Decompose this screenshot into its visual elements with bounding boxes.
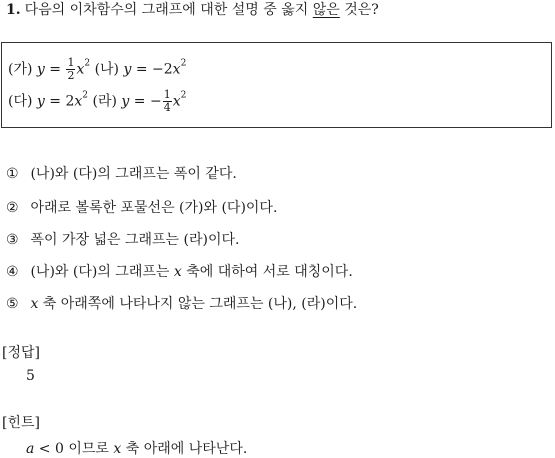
question-text-before: 다음의 이차함수의 그래프에 대한 설명 중 옳지 xyxy=(24,2,313,18)
choice-marker: ⑤ xyxy=(6,296,19,312)
answer-value: 5 xyxy=(26,368,35,384)
question-text-after: 것은? xyxy=(339,2,379,18)
choice-3[interactable] xyxy=(6,230,239,250)
function-line-1: (가) y = $\frac{1}{2}$ $x^2$ (나) $y = -2x^2$ xyxy=(8,56,187,82)
choice-text: (나)와 (다)의 그래프는 폭이 같다. xyxy=(30,166,237,182)
fraction-one-half: $\frac{1}{2}$ xyxy=(67,56,75,82)
question-underlined: 않은 xyxy=(312,2,340,18)
answer-label: [정답] xyxy=(2,345,40,361)
hint-text: a < 0 이므로 x 축 아래에 나타난다. xyxy=(26,441,248,457)
choice-text: 아래로 볼록한 포물선은 (가)와 (다)이다. xyxy=(30,200,278,216)
label-ra: (라) xyxy=(92,93,117,110)
choice-text: 폭이 가장 넓은 그래프는 (라)이다. xyxy=(30,232,240,248)
choice-var: x xyxy=(173,264,182,280)
choice-marker: ④ xyxy=(6,264,19,280)
function-box xyxy=(1,42,552,128)
label-da: (다) xyxy=(8,93,33,110)
function-line-2: (다) $y = 2x^2$ (라) y = − $\frac{1}{4}$ $x^2$ xyxy=(8,88,187,114)
choice-4[interactable] xyxy=(6,262,353,282)
choice-text-after: 축 아래쪽에 나타나지 않는 그래프는 (나), (라)이다. xyxy=(38,296,358,312)
choice-text-before: (나)와 (다)의 그래프는 xyxy=(30,264,174,280)
choice-marker: ③ xyxy=(6,232,19,248)
choice-var: x xyxy=(30,296,39,312)
choice-5[interactable] xyxy=(6,294,357,314)
fraction-one-quarter: $\frac{1}{4}$ xyxy=(163,88,171,114)
choice-text-after: 축에 대하여 서로 대칭이다. xyxy=(181,264,353,280)
label-ga: (가) xyxy=(8,61,33,78)
label-na: (나) xyxy=(94,61,120,78)
choice-marker: ① xyxy=(6,166,19,182)
hint-label: [힌트] xyxy=(2,415,40,431)
choice-1[interactable] xyxy=(6,164,237,184)
question-stem xyxy=(6,0,379,20)
choice-2[interactable] xyxy=(6,198,277,218)
choice-marker: ② xyxy=(6,200,19,216)
question-number: 1. xyxy=(6,2,21,18)
